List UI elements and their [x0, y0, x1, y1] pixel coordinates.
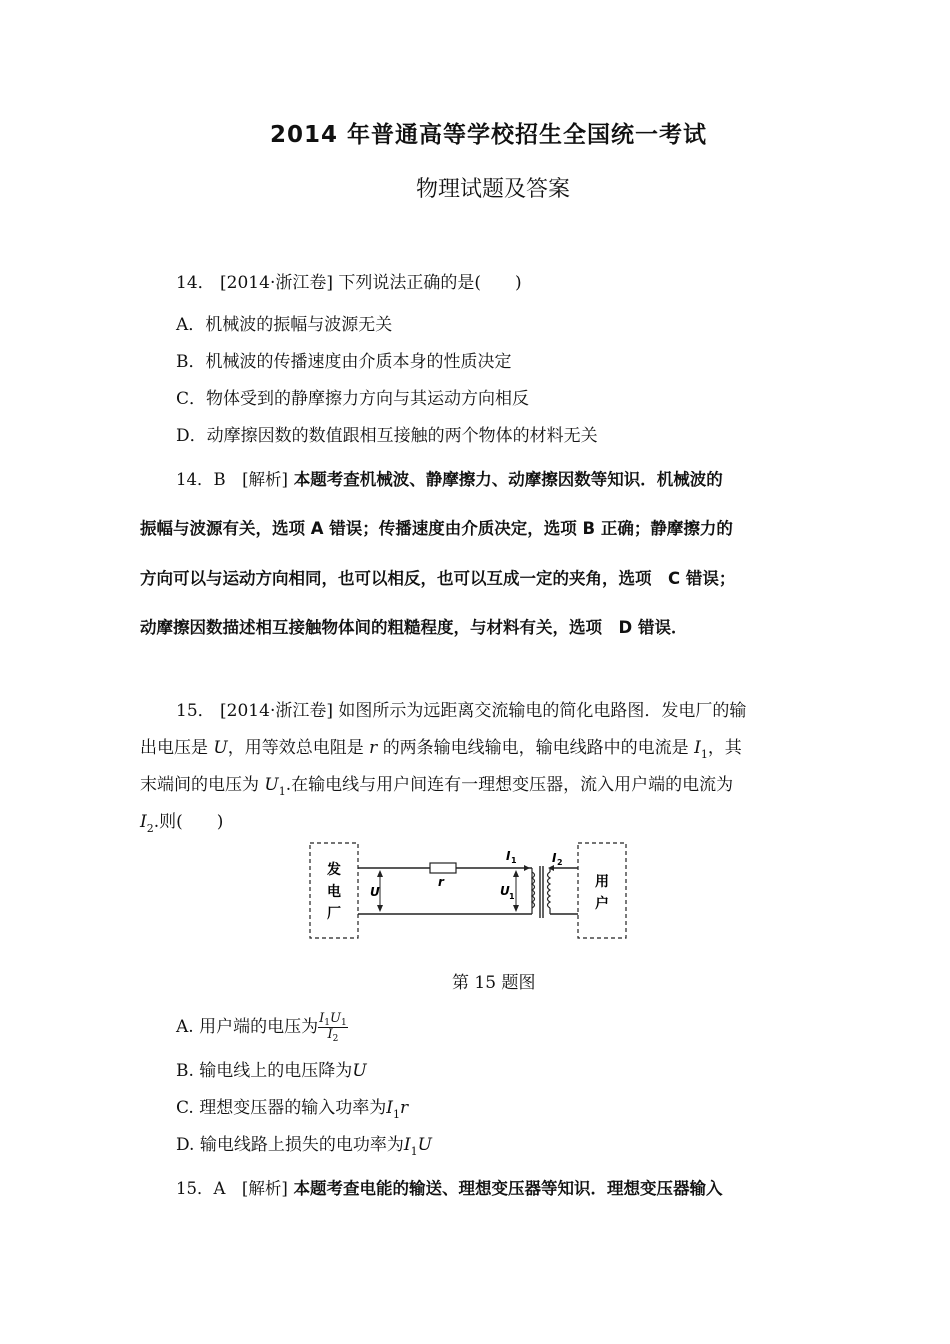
user-box	[578, 843, 626, 938]
label-u1-sub: 1	[509, 892, 515, 901]
question-number: 15．	[176, 701, 215, 721]
var-u: U	[213, 738, 228, 758]
option-text: C. 理想变压器的输入功率为	[176, 1098, 387, 1118]
q14-answer-line2: 振幅与波源有关，选项 A 错误；传播速度由介质决定，选项 B 正确；静摩擦力的	[140, 519, 733, 538]
var-u: U	[329, 1011, 341, 1026]
q14-option-d: D．动摩擦因数的数值跟相互接触的两个物体的材料无关	[176, 426, 598, 446]
subscript: 1	[392, 1108, 400, 1121]
q14-option-c: C．物体受到的静摩擦力方向与其运动方向相反	[176, 389, 530, 409]
page-title: 2014 年普通高等学校招生全国统一考试	[270, 122, 708, 148]
question-text: 下列说法正确的是( )	[338, 273, 522, 293]
q15-option-d	[176, 1130, 432, 1158]
var-u: U	[264, 775, 279, 795]
q15-answer-line1	[176, 1175, 723, 1199]
label-i1: I	[506, 849, 511, 863]
var-i: I	[694, 738, 701, 758]
q14-answer-line3: 方向可以与运动方向相同，也可以相反，也可以互成一定的夹角，选项 C 错误；	[140, 569, 736, 588]
answer-head: 14．B [解析]	[176, 470, 288, 489]
answer-head: 15．A [解析]	[176, 1179, 288, 1198]
answer-text: 本题考查机械波、静摩擦力、动摩擦因数等知识．机械波的	[293, 470, 723, 489]
question-14-stem	[176, 268, 522, 293]
user-label-1: 用	[595, 874, 609, 890]
q14-option-b: B．机械波的传播速度由介质本身的性质决定	[176, 352, 512, 372]
subscript: 1	[324, 1018, 330, 1028]
subscript: 1	[410, 1145, 418, 1158]
answer-text: 本题考查电能的输送、理想变压器等知识．理想变压器输入	[293, 1179, 723, 1198]
q15-option-a	[176, 1012, 348, 1043]
label-u: U	[370, 885, 380, 899]
option-text: A. 用户端的电压为	[176, 1017, 319, 1037]
q14-option-a: A．机械波的振幅与波源无关	[176, 315, 393, 335]
question-text: 如图所示为远距离交流输电的简化电路图．发电厂的输	[338, 701, 747, 721]
plant-label-3: 厂	[327, 906, 341, 922]
q14-answer-line4: 动摩擦因数描述相互接触物体间的粗糙程度，与材料有关，选项 D 错误．	[140, 618, 688, 637]
text: ，用等效总电阻是	[227, 738, 364, 758]
text: 的两条输电线输电，输电线路中的电流是	[382, 738, 689, 758]
var-u: U	[352, 1061, 367, 1081]
subscript: 2	[332, 1034, 339, 1044]
var-r: r	[399, 1098, 409, 1118]
label-i2: I	[552, 851, 557, 865]
option-text: B. 输电线上的电压降为	[176, 1061, 353, 1081]
q15-stem-line4	[140, 807, 224, 835]
var-r: r	[369, 738, 378, 758]
svg-text:2: 2	[557, 858, 563, 867]
var-i: I	[319, 1011, 325, 1026]
secondary-coil	[548, 872, 551, 908]
text: .在输电线与用户间连有一理想变压器，流入用户端的电流为	[285, 775, 734, 795]
q15-stem-line1	[176, 696, 746, 721]
plant-label-1: 发	[327, 862, 341, 878]
var-i: I	[140, 812, 147, 832]
subscript: 1	[700, 748, 708, 761]
text: 出电压是	[140, 738, 208, 758]
question-source: [2014·浙江卷]	[220, 701, 333, 721]
subscript: 1	[340, 1018, 347, 1028]
q15-stem-line3	[140, 770, 734, 798]
var-i: I	[386, 1098, 393, 1118]
user-label-2: 户	[595, 896, 609, 912]
subscript: 2	[146, 822, 154, 835]
text: ，其	[707, 738, 742, 758]
text: .则( )	[153, 812, 224, 832]
fraction	[318, 1012, 348, 1043]
q15-option-b	[176, 1056, 367, 1081]
q15-stem-line2	[140, 733, 742, 761]
q15-option-c	[176, 1093, 409, 1121]
q14-answer-line1	[176, 466, 723, 490]
var-i: I	[403, 1135, 411, 1155]
circuit-diagram	[300, 838, 640, 946]
var-u: U	[417, 1135, 432, 1155]
page-subtitle: 物理试题及答案	[416, 177, 571, 202]
label-u1: U	[500, 884, 510, 898]
primary-coil	[532, 872, 535, 908]
resistor	[430, 863, 456, 873]
svg-text:1: 1	[511, 856, 517, 865]
plant-label-2: 电	[327, 884, 341, 900]
figure-caption: 第 15 题图	[452, 973, 536, 993]
subscript: 1	[278, 785, 286, 798]
option-text: D. 输电线路上损失的电功率为	[176, 1135, 404, 1155]
question-number: 14．	[176, 273, 215, 293]
question-source: [2014·浙江卷]	[220, 273, 333, 293]
label-r: r	[438, 875, 444, 889]
text: 末端间的电压为	[140, 775, 259, 795]
var-i: I	[327, 1027, 333, 1042]
